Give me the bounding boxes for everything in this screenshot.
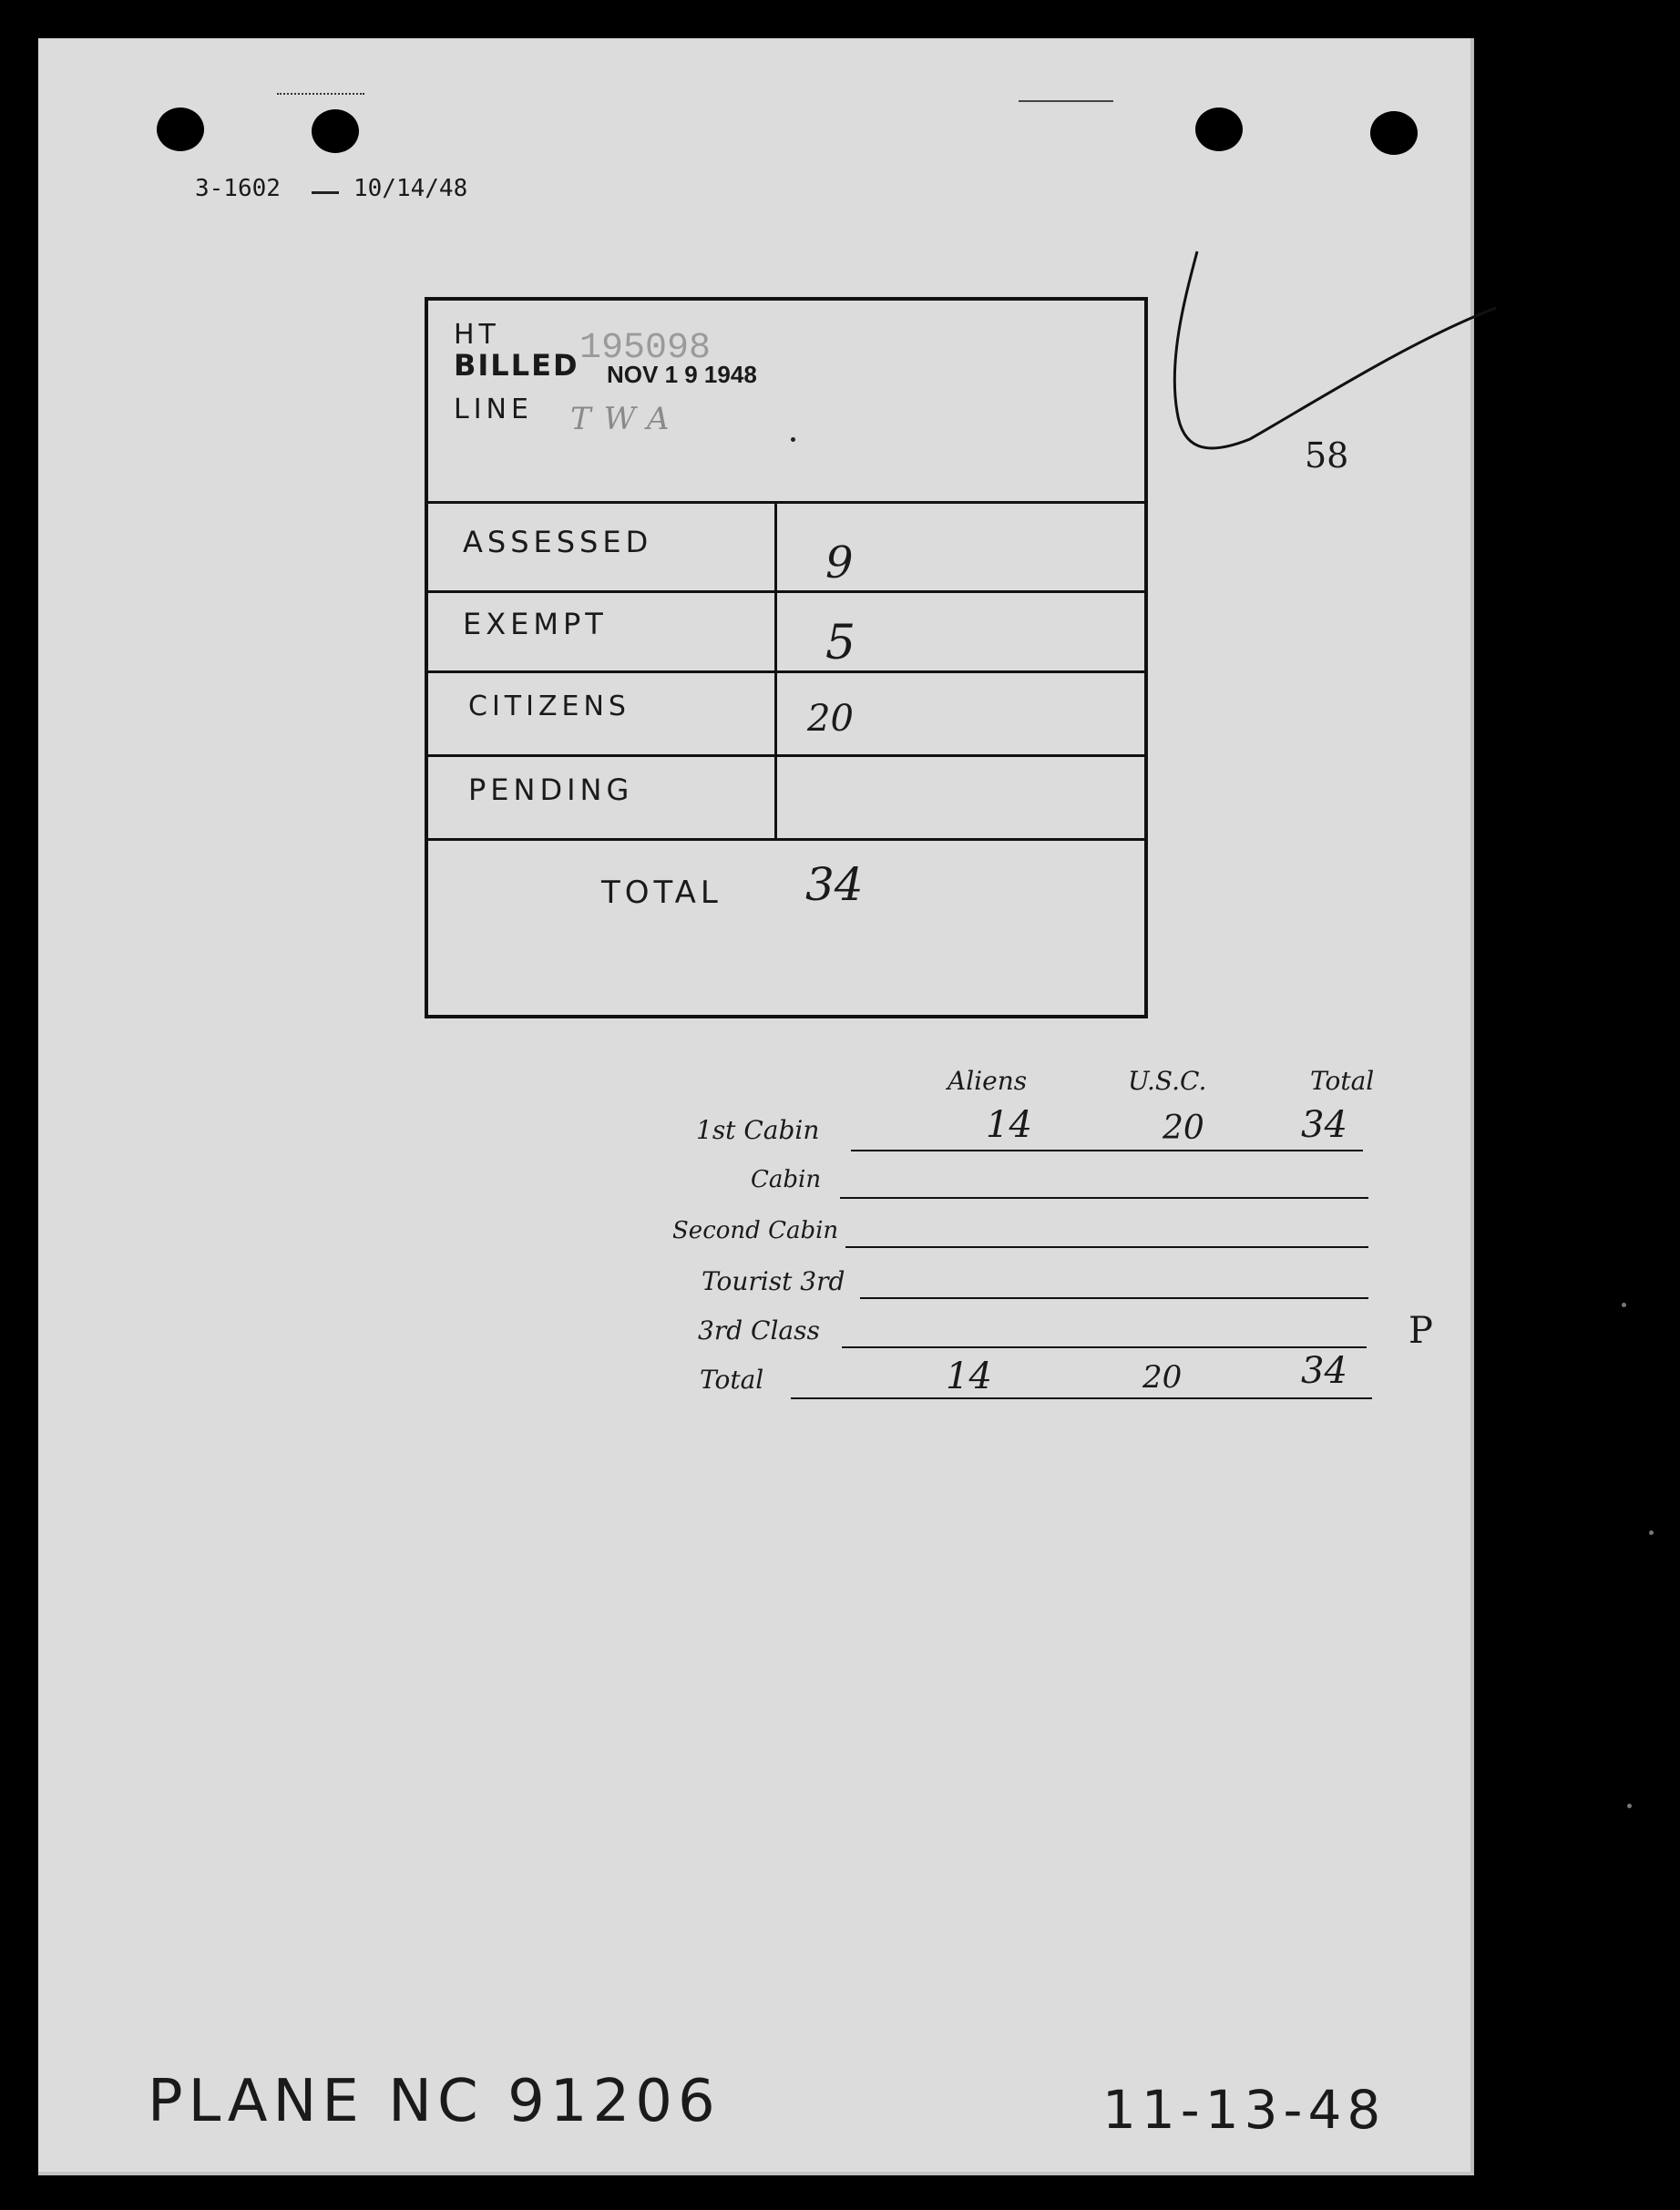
billing-stamp-box <box>425 297 1148 1018</box>
line-label: LINE <box>454 394 533 425</box>
plane-number: PLANE NC 91206 <box>148 2068 721 2135</box>
row-rule <box>791 1397 1372 1399</box>
ht-label: HT <box>454 319 500 351</box>
scan-speck <box>1649 1530 1654 1535</box>
row-total-usc: 20 <box>1142 1359 1183 1396</box>
row-rule <box>845 1246 1368 1248</box>
scan-speck <box>1622 1303 1626 1307</box>
row-rule <box>840 1197 1368 1199</box>
punch-hole <box>157 107 204 151</box>
margin-note: P <box>1409 1310 1433 1352</box>
pending-label: PENDING <box>468 772 634 807</box>
line-value: TWA <box>570 401 682 437</box>
row-label-cabin: Cabin <box>751 1166 822 1193</box>
total-label: TOTAL <box>601 875 722 911</box>
row-rule <box>860 1297 1368 1299</box>
footer-date: 11-13-48 <box>1102 2079 1387 2141</box>
punch-hole <box>1370 111 1418 155</box>
box-divider <box>428 838 1144 841</box>
reference-date: 10/14/48 <box>353 175 468 202</box>
row-rule <box>851 1150 1363 1151</box>
box-divider <box>428 754 1144 757</box>
row-label-tourist-3rd: Tourist 3rd <box>702 1266 845 1296</box>
citizens-label: CITIZENS <box>468 691 630 722</box>
row-1st-cabin-usc: 20 <box>1163 1110 1204 1147</box>
column-header-total: Total <box>1310 1066 1375 1096</box>
box-column-divider <box>774 501 777 840</box>
row-label-3rd-class: 3rd Class <box>698 1315 820 1345</box>
reference-dash <box>312 191 339 194</box>
row-label-1st-cabin: 1st Cabin <box>696 1115 820 1145</box>
total-value: 34 <box>805 858 864 911</box>
exempt-label: EXEMPT <box>463 607 608 641</box>
row-1st-cabin-total: 34 <box>1301 1104 1347 1146</box>
top-dash-mark <box>277 93 364 98</box>
billed-label: BILLED <box>454 348 579 383</box>
scan-speck <box>1627 1804 1632 1808</box>
punch-hole <box>312 109 359 153</box>
billed-number-stamp: 195098 <box>579 328 712 369</box>
row-1st-cabin-aliens: 14 <box>986 1104 1032 1146</box>
document-page <box>38 38 1474 2175</box>
exempt-value: 5 <box>825 616 856 670</box>
column-header-usc: U.S.C. <box>1128 1066 1207 1096</box>
billed-date-stamp: NOV 1 9 1948 <box>607 361 757 388</box>
row-rule <box>842 1346 1367 1348</box>
page-number: 58 <box>1305 435 1349 476</box>
box-divider <box>428 590 1144 593</box>
column-header-aliens: Aliens <box>948 1066 1028 1096</box>
box-divider <box>428 670 1144 673</box>
assessed-value: 9 <box>825 537 854 588</box>
ink-dot <box>791 437 795 442</box>
punch-hole <box>1195 107 1243 151</box>
top-dash-mark <box>1019 100 1113 102</box>
citizens-value: 20 <box>807 698 854 740</box>
assessed-label: ASSESSED <box>463 525 653 559</box>
row-total-total: 34 <box>1301 1350 1347 1392</box>
reference-number: 3-1602 <box>195 175 281 202</box>
row-label-total: Total <box>700 1365 764 1395</box>
row-total-aliens: 14 <box>946 1356 992 1397</box>
row-label-second-cabin: Second Cabin <box>672 1217 839 1244</box>
box-divider <box>428 501 1144 504</box>
